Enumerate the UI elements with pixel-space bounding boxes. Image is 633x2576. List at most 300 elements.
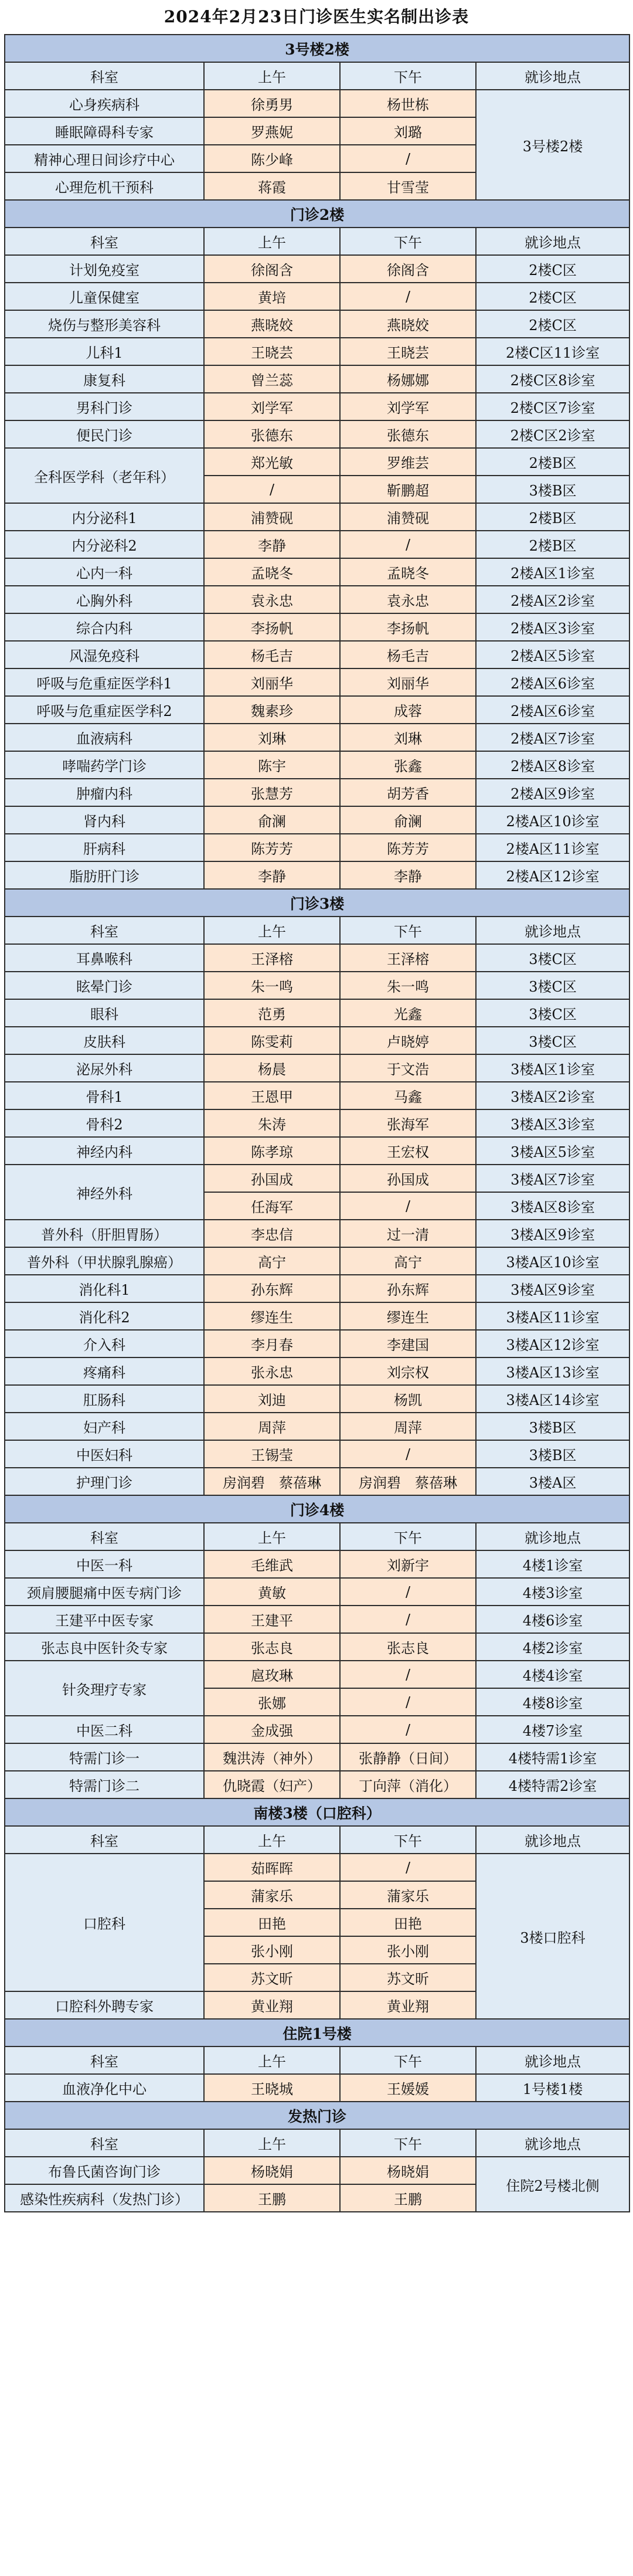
header-pm: 下午 — [340, 1523, 476, 1550]
department-cell: 心身疾病科 — [5, 90, 204, 117]
section-title-row — [5, 2019, 629, 2046]
table-row — [5, 1357, 629, 1385]
location-cell: 3楼B区 — [476, 1413, 629, 1440]
location-cell: 2楼C区2诊室 — [476, 420, 629, 448]
header-am: 上午 — [204, 228, 340, 255]
table-row — [5, 1743, 629, 1771]
table-row — [5, 751, 629, 779]
department-cell: 中医妇科 — [5, 1440, 204, 1468]
morning-doctor-cell: 孙国成 — [204, 1165, 340, 1192]
afternoon-doctor-cell: 王晓芸 — [340, 338, 476, 365]
morning-doctor-cell: 高宁 — [204, 1247, 340, 1275]
morning-doctor-cell: 王鹏 — [204, 2184, 340, 2212]
table-row — [5, 2157, 629, 2184]
table-row — [5, 944, 629, 972]
department-cell: 眼科 — [5, 999, 204, 1027]
morning-doctor-cell: 李静 — [204, 861, 340, 889]
department-cell: 神经内科 — [5, 1137, 204, 1165]
location-cell: 3楼A区2诊室 — [476, 1082, 629, 1109]
morning-doctor-cell: 王晓城 — [204, 2074, 340, 2102]
location-cell: 2楼A区7诊室 — [476, 724, 629, 751]
morning-doctor-cell: 孙东辉 — [204, 1275, 340, 1302]
morning-doctor-cell: 房润碧 蔡蓓琳 — [204, 1468, 340, 1495]
morning-doctor-cell: 李扬帆 — [204, 613, 340, 641]
table-row — [5, 420, 629, 448]
location-cell: 4楼特需1诊室 — [476, 1743, 629, 1771]
department-cell: 呼吸与危重症医学科2 — [5, 696, 204, 724]
department-cell: 儿科1 — [5, 338, 204, 365]
afternoon-doctor-cell: 燕晓姣 — [340, 310, 476, 338]
department-cell: 心理危机干预科 — [5, 172, 204, 200]
location-cell: 3楼A区 — [476, 1468, 629, 1495]
table-row — [5, 1440, 629, 1468]
department-cell: 感染性疾病科（发热门诊） — [5, 2184, 204, 2212]
location-cell: 3楼A区13诊室 — [476, 1357, 629, 1385]
header-dept: 科室 — [5, 1826, 204, 1854]
department-cell: 介入科 — [5, 1330, 204, 1357]
location-cell: 3楼A区9诊室 — [476, 1220, 629, 1247]
morning-doctor-cell: 蒋霞 — [204, 172, 340, 200]
table-row — [5, 1109, 629, 1137]
afternoon-doctor-cell: / — [340, 1578, 476, 1606]
morning-doctor-cell: / — [204, 476, 340, 503]
afternoon-doctor-cell: 徐阁含 — [340, 255, 476, 283]
department-cell: 妇产科 — [5, 1413, 204, 1440]
table-row — [5, 1027, 629, 1054]
header-dept: 科室 — [5, 1523, 204, 1550]
afternoon-doctor-cell: 袁永忠 — [340, 586, 476, 613]
afternoon-doctor-cell: / — [340, 1661, 476, 1688]
location-cell: 3楼A区9诊室 — [476, 1275, 629, 1302]
table-row — [5, 558, 629, 586]
afternoon-doctor-cell: 光鑫 — [340, 999, 476, 1027]
table-row — [5, 1854, 629, 1881]
table-row — [5, 365, 629, 393]
table-row — [5, 338, 629, 365]
table-row — [5, 393, 629, 420]
morning-doctor-cell: 王建平 — [204, 1606, 340, 1633]
department-cell: 综合内科 — [5, 613, 204, 641]
department-cell: 肛肠科 — [5, 1385, 204, 1413]
location-cell: 2楼A区10诊室 — [476, 806, 629, 834]
afternoon-doctor-cell: 于文浩 — [340, 1054, 476, 1082]
morning-doctor-cell: 王恩甲 — [204, 1082, 340, 1109]
afternoon-doctor-cell: 成蓉 — [340, 696, 476, 724]
morning-doctor-cell: 李月春 — [204, 1330, 340, 1357]
department-cell: 消化科2 — [5, 1302, 204, 1330]
department-cell: 肿瘤内科 — [5, 779, 204, 806]
table-row — [5, 1550, 629, 1578]
department-cell: 心内一科 — [5, 558, 204, 586]
morning-doctor-cell: 罗燕妮 — [204, 117, 340, 145]
afternoon-doctor-cell: 张志良 — [340, 1633, 476, 1661]
table-row — [5, 1275, 629, 1302]
morning-doctor-cell: 朱涛 — [204, 1109, 340, 1137]
department-cell: 风湿免疫科 — [5, 641, 204, 668]
department-cell: 特需门诊二 — [5, 1771, 204, 1798]
department-cell: 血液病科 — [5, 724, 204, 751]
department-cell: 眩晕门诊 — [5, 972, 204, 999]
table-row — [5, 806, 629, 834]
table-row — [5, 1661, 629, 1688]
table-row — [5, 283, 629, 310]
afternoon-doctor-cell: / — [340, 1716, 476, 1743]
table-row — [5, 696, 629, 724]
afternoon-doctor-cell: / — [340, 1440, 476, 1468]
table-row — [5, 1054, 629, 1082]
header-pm: 下午 — [340, 2046, 476, 2074]
department-cell: 泌尿外科 — [5, 1054, 204, 1082]
header-am: 上午 — [204, 2046, 340, 2074]
morning-doctor-cell: 魏素珍 — [204, 696, 340, 724]
location-cell: 3楼C区 — [476, 999, 629, 1027]
header-am: 上午 — [204, 62, 340, 90]
section-title-row — [5, 889, 629, 917]
afternoon-doctor-cell: 杨世栋 — [340, 90, 476, 117]
morning-doctor-cell: 刘学军 — [204, 393, 340, 420]
table-row — [5, 1413, 629, 1440]
afternoon-doctor-cell: 李扬帆 — [340, 613, 476, 641]
header-pm: 下午 — [340, 228, 476, 255]
table-row — [5, 1247, 629, 1275]
afternoon-doctor-cell: 甘雪莹 — [340, 172, 476, 200]
department-cell: 口腔科外聘专家 — [5, 1991, 204, 2019]
afternoon-doctor-cell: 孙东辉 — [340, 1275, 476, 1302]
department-cell: 骨科1 — [5, 1082, 204, 1109]
section-title: 住院1号楼 — [5, 2019, 629, 2046]
header-pm: 下午 — [340, 1826, 476, 1854]
afternoon-doctor-cell: 罗维芸 — [340, 448, 476, 476]
location-cell: 2楼A区8诊室 — [476, 751, 629, 779]
morning-doctor-cell: 王晓芸 — [204, 338, 340, 365]
location-cell: 3楼口腔科 — [476, 1854, 629, 2019]
location-cell: 4楼2诊室 — [476, 1633, 629, 1661]
table-row — [5, 1385, 629, 1413]
afternoon-doctor-cell: 杨毛吉 — [340, 641, 476, 668]
morning-doctor-cell: 王锡莹 — [204, 1440, 340, 1468]
table-row — [5, 972, 629, 999]
header-dept: 科室 — [5, 2129, 204, 2157]
table-row — [5, 503, 629, 531]
afternoon-doctor-cell: 孟晓冬 — [340, 558, 476, 586]
afternoon-doctor-cell: 张鑫 — [340, 751, 476, 779]
header-dept: 科室 — [5, 917, 204, 944]
table-row — [5, 1468, 629, 1495]
table-row — [5, 834, 629, 861]
section-title: 门诊4楼 — [5, 1495, 629, 1523]
location-cell: 3楼A区1诊室 — [476, 1054, 629, 1082]
column-header-row — [5, 917, 629, 944]
afternoon-doctor-cell: 刘璐 — [340, 117, 476, 145]
afternoon-doctor-cell: 过一清 — [340, 1220, 476, 1247]
location-cell: 2楼A区3诊室 — [476, 613, 629, 641]
morning-doctor-cell: 仇晓霞（妇产） — [204, 1771, 340, 1798]
morning-doctor-cell: 陈雯莉 — [204, 1027, 340, 1054]
afternoon-doctor-cell: 丁向萍（消化） — [340, 1771, 476, 1798]
department-cell: 中医二科 — [5, 1716, 204, 1743]
department-cell: 护理门诊 — [5, 1468, 204, 1495]
location-cell: 3号楼2楼 — [476, 90, 629, 200]
department-cell: 中医一科 — [5, 1550, 204, 1578]
table-row — [5, 310, 629, 338]
table-row — [5, 2074, 629, 2102]
location-cell: 2楼B区 — [476, 503, 629, 531]
header-pm: 下午 — [340, 62, 476, 90]
header-am: 上午 — [204, 1826, 340, 1854]
morning-doctor-cell: 毛维武 — [204, 1550, 340, 1578]
table-row — [5, 1302, 629, 1330]
morning-doctor-cell: 王泽榕 — [204, 944, 340, 972]
department-cell: 内分泌科2 — [5, 531, 204, 558]
afternoon-doctor-cell: / — [340, 531, 476, 558]
header-am: 上午 — [204, 2129, 340, 2157]
afternoon-doctor-cell: / — [340, 1192, 476, 1220]
department-cell: 颈肩腰腿痛中医专病门诊 — [5, 1578, 204, 1606]
morning-doctor-cell: 缪连生 — [204, 1302, 340, 1330]
morning-doctor-cell: 茹晖晖 — [204, 1854, 340, 1881]
column-header-row — [5, 2129, 629, 2157]
morning-doctor-cell: 燕晓姣 — [204, 310, 340, 338]
afternoon-doctor-cell: 刘琳 — [340, 724, 476, 751]
afternoon-doctor-cell: 刘学军 — [340, 393, 476, 420]
location-cell: 3楼B区 — [476, 476, 629, 503]
department-cell: 心胸外科 — [5, 586, 204, 613]
department-cell: 骨科2 — [5, 1109, 204, 1137]
table-row — [5, 641, 629, 668]
morning-doctor-cell: 刘迪 — [204, 1385, 340, 1413]
department-cell: 布鲁氏菌咨询门诊 — [5, 2157, 204, 2184]
morning-doctor-cell: 张慧芳 — [204, 779, 340, 806]
morning-doctor-cell: 刘琳 — [204, 724, 340, 751]
afternoon-doctor-cell: 刘丽华 — [340, 668, 476, 696]
afternoon-doctor-cell: 房润碧 蔡蓓琳 — [340, 1468, 476, 1495]
location-cell: 2楼A区2诊室 — [476, 586, 629, 613]
department-cell: 皮肤科 — [5, 1027, 204, 1054]
afternoon-doctor-cell: 缪连生 — [340, 1302, 476, 1330]
location-cell: 3楼A区12诊室 — [476, 1330, 629, 1357]
location-cell: 2楼C区11诊室 — [476, 338, 629, 365]
location-cell: 2楼C区 — [476, 283, 629, 310]
department-cell: 消化科1 — [5, 1275, 204, 1302]
location-cell: 4楼1诊室 — [476, 1550, 629, 1578]
column-header-row — [5, 2046, 629, 2074]
location-cell: 2楼A区6诊室 — [476, 668, 629, 696]
morning-doctor-cell: 徐阁含 — [204, 255, 340, 283]
column-header-row — [5, 228, 629, 255]
afternoon-doctor-cell: 朱一鸣 — [340, 972, 476, 999]
afternoon-doctor-cell: 苏文昕 — [340, 1964, 476, 1991]
department-cell: 肝病科 — [5, 834, 204, 861]
location-cell: 4楼7诊室 — [476, 1716, 629, 1743]
section-title-row — [5, 35, 629, 62]
location-cell: 2楼C区 — [476, 310, 629, 338]
department-cell: 计划免疫室 — [5, 255, 204, 283]
afternoon-doctor-cell: 刘新宇 — [340, 1550, 476, 1578]
location-cell: 2楼C区7诊室 — [476, 393, 629, 420]
table-row — [5, 613, 629, 641]
column-header-row — [5, 1523, 629, 1550]
section-title: 南楼3楼（口腔科） — [5, 1798, 629, 1826]
header-loc: 就诊地点 — [476, 228, 629, 255]
morning-doctor-cell: 黄敏 — [204, 1578, 340, 1606]
department-cell: 疼痛科 — [5, 1357, 204, 1385]
department-cell: 儿童保健室 — [5, 283, 204, 310]
afternoon-doctor-cell: 靳鹏超 — [340, 476, 476, 503]
department-cell: 康复科 — [5, 365, 204, 393]
section-title-row — [5, 200, 629, 228]
morning-doctor-cell: 陈少峰 — [204, 145, 340, 172]
department-cell: 张志良中医针灸专家 — [5, 1633, 204, 1661]
location-cell: 4楼8诊室 — [476, 1688, 629, 1716]
department-cell: 脂肪肝门诊 — [5, 861, 204, 889]
department-cell: 耳鼻喉科 — [5, 944, 204, 972]
table-row — [5, 448, 629, 476]
morning-doctor-cell: 陈孝琼 — [204, 1137, 340, 1165]
morning-doctor-cell: 杨毛吉 — [204, 641, 340, 668]
location-cell: 2楼B区 — [476, 448, 629, 476]
department-cell: 普外科（肝胆胃肠） — [5, 1220, 204, 1247]
table-row — [5, 1137, 629, 1165]
location-cell: 2楼A区9诊室 — [476, 779, 629, 806]
afternoon-doctor-cell: 高宁 — [340, 1247, 476, 1275]
table-row — [5, 586, 629, 613]
location-cell: 3楼A区7诊室 — [476, 1165, 629, 1192]
afternoon-doctor-cell: 刘宗权 — [340, 1357, 476, 1385]
table-row — [5, 1716, 629, 1743]
morning-doctor-cell: 李忠信 — [204, 1220, 340, 1247]
department-cell: 王建平中医专家 — [5, 1606, 204, 1633]
morning-doctor-cell: 田艳 — [204, 1909, 340, 1936]
morning-doctor-cell: 袁永忠 — [204, 586, 340, 613]
morning-doctor-cell: 浦赞砚 — [204, 503, 340, 531]
table-row — [5, 1082, 629, 1109]
table-row — [5, 531, 629, 558]
header-dept: 科室 — [5, 62, 204, 90]
department-cell: 肾内科 — [5, 806, 204, 834]
section-title: 门诊2楼 — [5, 200, 629, 228]
section-title-row — [5, 1798, 629, 1826]
location-cell: 3楼A区11诊室 — [476, 1302, 629, 1330]
department-cell: 神经外科 — [5, 1165, 204, 1220]
afternoon-doctor-cell: / — [340, 1854, 476, 1881]
header-pm: 下午 — [340, 917, 476, 944]
department-cell: 呼吸与危重症医学科1 — [5, 668, 204, 696]
morning-doctor-cell: 郑光敏 — [204, 448, 340, 476]
location-cell: 3楼C区 — [476, 944, 629, 972]
afternoon-doctor-cell: 周萍 — [340, 1413, 476, 1440]
department-cell: 特需门诊一 — [5, 1743, 204, 1771]
morning-doctor-cell: 俞澜 — [204, 806, 340, 834]
location-cell: 2楼C区 — [476, 255, 629, 283]
morning-doctor-cell: 周萍 — [204, 1413, 340, 1440]
department-cell: 内分泌科1 — [5, 503, 204, 531]
department-cell: 针灸理疗专家 — [5, 1661, 204, 1716]
location-cell: 3楼A区8诊室 — [476, 1192, 629, 1220]
afternoon-doctor-cell: 王鹏 — [340, 2184, 476, 2212]
location-cell: 3楼A区14诊室 — [476, 1385, 629, 1413]
afternoon-doctor-cell: 张小刚 — [340, 1936, 476, 1964]
morning-doctor-cell: 孟晓冬 — [204, 558, 340, 586]
location-cell: 4楼4诊室 — [476, 1661, 629, 1688]
afternoon-doctor-cell: 黄业翔 — [340, 1991, 476, 2019]
header-loc: 就诊地点 — [476, 2046, 629, 2074]
morning-doctor-cell: 徐勇男 — [204, 90, 340, 117]
morning-doctor-cell: 张德东 — [204, 420, 340, 448]
afternoon-doctor-cell: 李建国 — [340, 1330, 476, 1357]
table-row — [5, 1220, 629, 1247]
location-cell: 2楼A区11诊室 — [476, 834, 629, 861]
afternoon-doctor-cell: 蒲家乐 — [340, 1881, 476, 1909]
department-cell: 便民门诊 — [5, 420, 204, 448]
header-loc: 就诊地点 — [476, 917, 629, 944]
location-cell: 3楼C区 — [476, 972, 629, 999]
afternoon-doctor-cell: / — [340, 1688, 476, 1716]
afternoon-doctor-cell: / — [340, 145, 476, 172]
header-loc: 就诊地点 — [476, 62, 629, 90]
morning-doctor-cell: 陈芳芳 — [204, 834, 340, 861]
department-cell: 男科门诊 — [5, 393, 204, 420]
afternoon-doctor-cell: 孙国成 — [340, 1165, 476, 1192]
department-cell: 全科医学科（老年科） — [5, 448, 204, 503]
morning-doctor-cell: 范勇 — [204, 999, 340, 1027]
location-cell: 住院2号楼北侧 — [476, 2157, 629, 2212]
table-row — [5, 90, 629, 117]
afternoon-doctor-cell: 张德东 — [340, 420, 476, 448]
afternoon-doctor-cell: 马鑫 — [340, 1082, 476, 1109]
afternoon-doctor-cell: / — [340, 283, 476, 310]
column-header-row — [5, 62, 629, 90]
morning-doctor-cell: 张永忠 — [204, 1357, 340, 1385]
schedule-table — [4, 34, 630, 2212]
header-dept: 科室 — [5, 228, 204, 255]
section-title: 发热门诊 — [5, 2102, 629, 2129]
page-title: 2024年2月23日门诊医生实名制出诊表 — [164, 7, 469, 26]
table-row — [5, 724, 629, 751]
header-dept: 科室 — [5, 2046, 204, 2074]
location-cell: 2楼A区12诊室 — [476, 861, 629, 889]
afternoon-doctor-cell: 张静静（日间） — [340, 1743, 476, 1771]
header-loc: 就诊地点 — [476, 1826, 629, 1854]
afternoon-doctor-cell: 俞澜 — [340, 806, 476, 834]
table-row — [5, 999, 629, 1027]
afternoon-doctor-cell: / — [340, 1606, 476, 1633]
location-cell: 2楼C区8诊室 — [476, 365, 629, 393]
morning-doctor-cell: 张小刚 — [204, 1936, 340, 1964]
location-cell: 3楼A区5诊室 — [476, 1137, 629, 1165]
table-row — [5, 1771, 629, 1798]
morning-doctor-cell: 张志良 — [204, 1633, 340, 1661]
department-cell: 烧伤与整形美容科 — [5, 310, 204, 338]
table-row — [5, 255, 629, 283]
table-row — [5, 1165, 629, 1192]
location-cell: 1号楼1楼 — [476, 2074, 629, 2102]
department-cell: 普外科（甲状腺乳腺癌） — [5, 1247, 204, 1275]
location-cell: 2楼A区1诊室 — [476, 558, 629, 586]
morning-doctor-cell: 扈玫琳 — [204, 1661, 340, 1688]
section-title-row — [5, 1495, 629, 1523]
afternoon-doctor-cell: 陈芳芳 — [340, 834, 476, 861]
location-cell: 3楼A区10诊室 — [476, 1247, 629, 1275]
table-row — [5, 861, 629, 889]
section-title-row — [5, 2102, 629, 2129]
location-cell: 3楼C区 — [476, 1027, 629, 1054]
afternoon-doctor-cell: 浦赞砚 — [340, 503, 476, 531]
column-header-row — [5, 1826, 629, 1854]
table-row — [5, 668, 629, 696]
department-cell: 口腔科 — [5, 1854, 204, 1991]
header-pm: 下午 — [340, 2129, 476, 2157]
morning-doctor-cell: 李静 — [204, 531, 340, 558]
